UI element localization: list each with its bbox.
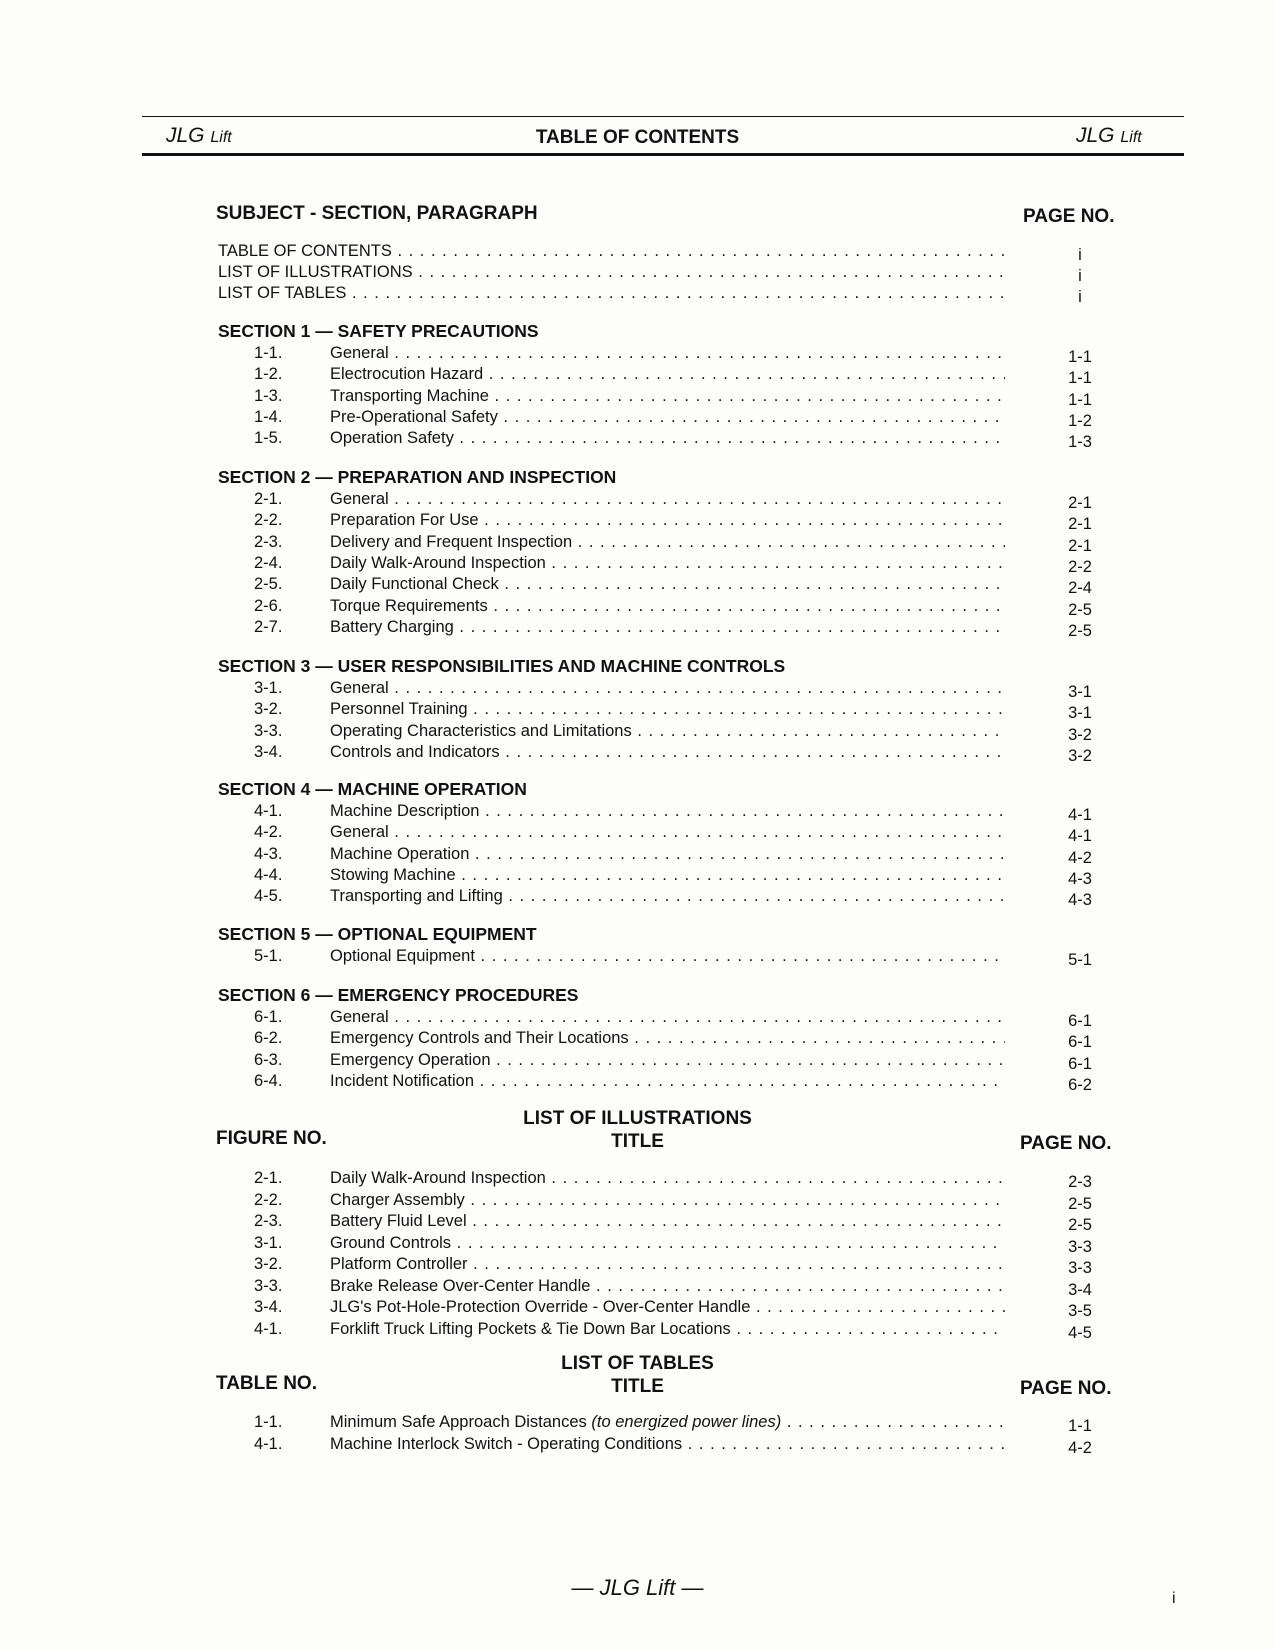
toc-row[interactable]	[0, 1049, 1275, 1071]
entry-page: 3-4	[1068, 1280, 1092, 1299]
entry-title	[218, 282, 1005, 304]
entry-title	[330, 885, 1005, 907]
section-heading: SECTION 6 — EMERGENCY PROCEDURES	[218, 985, 579, 1005]
toc-subject-heading: SUBJECT - SECTION, PARAGRAPH	[216, 203, 538, 224]
entry-title	[330, 800, 1005, 822]
entry-title	[330, 406, 1005, 428]
entry-title	[330, 1433, 1005, 1455]
entry-title	[330, 1296, 1005, 1318]
entry-page: 2-5	[1068, 600, 1092, 619]
entry-page: 6-2	[1068, 1075, 1092, 1094]
entry-title-text: Daily Functional Check	[330, 575, 499, 594]
entry-title-text: Emergency Controls and Their Locations	[330, 1029, 629, 1048]
header-rule-top	[142, 116, 1184, 117]
header-title: TABLE OF CONTENTS	[535, 127, 740, 148]
toc-row[interactable]	[0, 1433, 1275, 1455]
entry-number: 1-2.	[254, 365, 283, 384]
entry-title-text: Platform Controller	[330, 1255, 468, 1273]
entry-title	[330, 616, 1005, 638]
toc-row[interactable]	[0, 1296, 1275, 1318]
entry-number: 6-3.	[254, 1050, 283, 1069]
entry-title	[330, 385, 1005, 407]
entry-title-text: LIST OF ILLUSTRATIONS	[218, 263, 413, 281]
toc-row[interactable]	[0, 261, 1275, 283]
entry-title	[330, 1006, 1005, 1028]
entry-title-text: General	[330, 490, 389, 508]
illustrations-heading: LIST OF ILLUSTRATIONS	[523, 1108, 752, 1129]
entry-number: 4-4.	[254, 865, 283, 884]
entry-title-text: Torque Requirements	[330, 596, 488, 615]
entry-title-text: Daily Walk-Around Inspection	[330, 1169, 546, 1187]
toc-row[interactable]	[0, 1318, 1275, 1340]
entry-number: 1-1.	[254, 1413, 283, 1431]
entry-title	[330, 1027, 1005, 1049]
illustrations-page-column: PAGE NO.	[1020, 1133, 1112, 1154]
entry-title	[330, 595, 1005, 617]
toc-row[interactable]	[0, 821, 1275, 846]
entry-title-italic: (to energized power lines)	[591, 1413, 782, 1431]
toc-row[interactable]	[0, 282, 1275, 304]
toc-row[interactable]	[0, 509, 1275, 534]
entry-title-text: Machine Operation	[330, 844, 470, 863]
entry-page: 1-1	[1068, 369, 1092, 388]
toc-row[interactable]	[0, 595, 1275, 617]
entry-number: 1-1.	[254, 344, 283, 362]
entry-title	[330, 741, 1005, 763]
entry-page: 3-3	[1068, 1237, 1092, 1256]
entry-title	[330, 342, 1005, 364]
entry-title-text: LIST OF TABLES	[218, 284, 347, 302]
toc-row[interactable]	[0, 1275, 1275, 1297]
footer-page-number: i	[1172, 1590, 1176, 1607]
entry-title	[330, 427, 1005, 449]
entry-title	[330, 677, 1005, 699]
entry-title	[330, 720, 1005, 742]
entry-number: 4-1.	[254, 802, 283, 820]
entry-title	[330, 1189, 1005, 1211]
entry-title	[218, 240, 1005, 262]
entry-title-text: General	[330, 1008, 389, 1026]
toc-row[interactable]	[0, 720, 1275, 742]
entry-page: 4-1	[1068, 827, 1092, 846]
entry-page: 1-2	[1068, 411, 1092, 430]
entry-number: 3-4.	[254, 742, 283, 761]
toc-row[interactable]	[0, 1189, 1275, 1211]
entry-page: 2-1	[1068, 494, 1092, 512]
entry-number: 4-2.	[254, 823, 283, 842]
toc-row[interactable]	[0, 677, 1275, 699]
entry-page: 4-2	[1068, 848, 1092, 867]
entry-title	[330, 1318, 1005, 1340]
entry-number: 3-1.	[254, 1233, 283, 1252]
entry-title	[330, 552, 1005, 574]
toc-row[interactable]	[0, 363, 1275, 388]
section-heading: SECTION 5 — OPTIONAL EQUIPMENT	[218, 924, 537, 944]
entry-page: 3-1	[1068, 704, 1092, 723]
entry-title-text: General	[330, 679, 389, 697]
toc-row[interactable]	[0, 864, 1275, 886]
toc-row[interactable]	[0, 843, 1275, 865]
entry-title	[330, 1210, 1005, 1232]
entry-title-text: General	[330, 344, 389, 362]
toc-row[interactable]	[0, 885, 1275, 910]
entry-page: 2-1	[1068, 536, 1092, 555]
entry-title-text: Stowing Machine	[330, 865, 456, 884]
header-brand-left-suffix: Lift	[210, 129, 232, 146]
tables-page-column: PAGE NO.	[1020, 1378, 1112, 1399]
tables-title-column: TITLE	[611, 1376, 664, 1397]
section-heading: SECTION 1 — SAFETY PRECAUTIONS	[218, 321, 539, 341]
entry-page: i	[1078, 288, 1082, 306]
entry-title	[330, 698, 1005, 720]
entry-number: 2-1.	[254, 1169, 283, 1187]
entry-title	[330, 945, 1005, 967]
entry-page: 5-1	[1068, 951, 1092, 969]
entry-title	[330, 843, 1005, 865]
entry-page: i	[1078, 267, 1082, 285]
entry-page: 2-2	[1068, 557, 1092, 576]
entry-page: 3-3	[1068, 1259, 1092, 1277]
header-brand-left-name: JLG	[166, 124, 205, 147]
toc-row[interactable]	[0, 385, 1275, 407]
entry-page: 2-5	[1068, 1216, 1092, 1234]
entry-number: 3-1.	[254, 679, 283, 697]
entry-title	[330, 363, 1005, 385]
toc-row[interactable]	[0, 427, 1275, 452]
entry-number: 1-4.	[254, 407, 283, 426]
entry-title	[330, 509, 1005, 531]
toc-row[interactable]	[0, 1411, 1275, 1433]
entry-title-text: Transporting and Lifting	[330, 887, 503, 906]
illustrations-number-column: FIGURE NO.	[216, 1128, 327, 1149]
entry-title-text: TABLE OF CONTENTS	[218, 242, 392, 260]
entry-title	[218, 261, 1005, 283]
entry-title-text: JLG's Pot-Hole-Protection Override - Over-Center Handle	[330, 1298, 751, 1316]
entry-title-text: Daily Walk-Around Inspection	[330, 553, 546, 572]
toc-row[interactable]	[0, 945, 1275, 967]
entry-title-text: Delivery and Frequent Inspection	[330, 532, 573, 551]
entry-number: 2-3.	[254, 1212, 283, 1230]
entry-number: 4-1.	[254, 1319, 283, 1338]
tables-heading: LIST OF TABLES	[561, 1353, 714, 1374]
entry-title-text: Optional Equipment	[330, 947, 475, 965]
entry-number: 2-4.	[254, 553, 283, 572]
header-brand-right-suffix: Lift	[1120, 129, 1142, 146]
header-brand-right	[1076, 124, 1142, 148]
toc-row[interactable]	[0, 573, 1275, 598]
entry-page: 1-3	[1068, 433, 1092, 452]
entry-page: 2-4	[1068, 579, 1092, 598]
toc-row[interactable]	[0, 1027, 1275, 1052]
toc-row[interactable]	[0, 531, 1275, 553]
entry-number: 6-2.	[254, 1029, 283, 1048]
toc-row[interactable]	[0, 406, 1275, 428]
entry-title-text: Incident Notification	[330, 1071, 474, 1090]
toc-row[interactable]	[0, 342, 1275, 364]
entry-title	[330, 821, 1005, 843]
entry-title-text: Transporting Machine	[330, 386, 489, 405]
toc-row[interactable]	[0, 552, 1275, 574]
toc-row[interactable]	[0, 488, 1275, 510]
entry-page: 6-1	[1068, 1054, 1092, 1073]
header-brand-right-name: JLG	[1076, 124, 1115, 147]
entry-number: 2-2.	[254, 511, 283, 530]
entry-page: 4-5	[1068, 1323, 1092, 1342]
entry-title	[330, 1411, 1005, 1433]
entry-title	[330, 488, 1005, 510]
entry-title	[330, 1253, 1005, 1275]
entry-page: 3-1	[1068, 683, 1092, 701]
entry-title	[330, 1232, 1005, 1254]
section-heading: SECTION 4 — MACHINE OPERATION	[218, 779, 527, 799]
toc-row[interactable]	[0, 698, 1275, 723]
header-rule-bottom	[142, 153, 1184, 156]
entry-number: 3-3.	[254, 721, 283, 740]
entry-number: 3-3.	[254, 1276, 283, 1295]
entry-title-text: Personnel Training	[330, 700, 468, 719]
entry-title-text: Operating Characteristics and Limitations	[330, 721, 632, 740]
entry-number: 2-5.	[254, 575, 283, 594]
toc-row[interactable]	[0, 616, 1275, 638]
toc-row[interactable]	[0, 1210, 1275, 1232]
toc-row[interactable]	[0, 240, 1275, 262]
toc-row[interactable]	[0, 1070, 1275, 1092]
entry-title-text: Battery Charging	[330, 617, 454, 636]
tables-number-column: TABLE NO.	[216, 1373, 317, 1394]
entry-number: 4-5.	[254, 887, 283, 906]
entry-title-text: Forklift Truck Lifting Pockets & Tie Down Bar Locations	[330, 1319, 731, 1338]
entry-page: 1-1	[1068, 1417, 1092, 1435]
entry-number: 2-2.	[254, 1190, 283, 1209]
entry-title-text: Machine Interlock Switch - Operating Conditions	[330, 1434, 683, 1453]
entry-page: 4-2	[1068, 1438, 1092, 1457]
entry-title	[330, 1275, 1005, 1297]
entry-page: 3-5	[1068, 1302, 1092, 1320]
toc-page-heading: PAGE NO.	[1023, 206, 1115, 227]
entry-page: 2-5	[1068, 1194, 1092, 1213]
footer-text: — JLG Lift —	[571, 1575, 704, 1600]
entry-page: 1-1	[1068, 348, 1092, 366]
entry-title-text: Emergency Operation	[330, 1050, 491, 1069]
entry-number: 6-4.	[254, 1071, 283, 1090]
entry-number: 3-2.	[254, 1255, 283, 1273]
entry-page: 4-3	[1068, 869, 1092, 888]
entry-title-text: Battery Fluid Level	[330, 1212, 467, 1230]
entry-page: 1-1	[1068, 390, 1092, 409]
entry-title	[330, 1070, 1005, 1092]
toc-row[interactable]	[0, 1232, 1275, 1254]
entry-page: 6-1	[1068, 1012, 1092, 1030]
entry-page: 4-3	[1068, 891, 1092, 910]
entry-title-text: General	[330, 823, 389, 842]
entry-title-text: Brake Release Over-Center Handle	[330, 1276, 591, 1295]
entry-title-text: Preparation For Use	[330, 511, 479, 530]
entry-title-text: Minimum Safe Approach Distances	[330, 1413, 587, 1431]
entry-number: 3-2.	[254, 700, 283, 719]
entry-number: 1-3.	[254, 386, 283, 405]
section-heading: SECTION 2 — PREPARATION AND INSPECTION	[218, 467, 617, 487]
entry-title-text: Machine Description	[330, 802, 480, 820]
entry-title-text: Operation Safety	[330, 429, 454, 448]
entry-page: 2-1	[1068, 515, 1092, 534]
entry-number: 6-1.	[254, 1008, 283, 1026]
entry-title-text: Controls and Indicators	[330, 742, 500, 761]
entry-number: 5-1.	[254, 947, 283, 965]
entry-page: 4-1	[1068, 806, 1092, 824]
illustrations-title-column: TITLE	[611, 1131, 664, 1152]
entry-number: 2-3.	[254, 532, 283, 551]
entry-title	[330, 1167, 1005, 1189]
section-heading: SECTION 3 — USER RESPONSIBILITIES AND MACHINE CONTROLS	[218, 656, 786, 676]
toc-row[interactable]	[0, 1167, 1275, 1189]
entry-number: 3-4.	[254, 1298, 283, 1316]
toc-row[interactable]	[0, 741, 1275, 763]
entry-number: 4-1.	[254, 1434, 283, 1453]
entry-number: 2-6.	[254, 596, 283, 615]
entry-page: 2-3	[1068, 1173, 1092, 1191]
entry-title-text: Electrocution Hazard	[330, 365, 484, 384]
entry-title-text: Charger Assembly	[330, 1190, 465, 1209]
entry-number: 2-1.	[254, 490, 283, 508]
entry-title-text: Pre-Operational Safety	[330, 407, 498, 426]
entry-title	[330, 531, 1005, 553]
entry-title	[330, 1049, 1005, 1071]
toc-row[interactable]	[0, 1253, 1275, 1275]
toc-row[interactable]	[0, 800, 1275, 822]
entry-page: 2-5	[1068, 621, 1092, 640]
entry-title	[330, 573, 1005, 595]
entry-number: 4-3.	[254, 844, 283, 863]
entry-number: 2-7.	[254, 617, 283, 636]
entry-number: 1-5.	[254, 429, 283, 448]
entry-page: 3-2	[1068, 725, 1092, 744]
entry-title-text: Ground Controls	[330, 1233, 452, 1252]
entry-page: 6-1	[1068, 1033, 1092, 1052]
entry-title	[330, 864, 1005, 886]
entry-page: i	[1078, 246, 1082, 264]
toc-row[interactable]	[0, 1006, 1275, 1028]
entry-page: 3-2	[1068, 746, 1092, 765]
